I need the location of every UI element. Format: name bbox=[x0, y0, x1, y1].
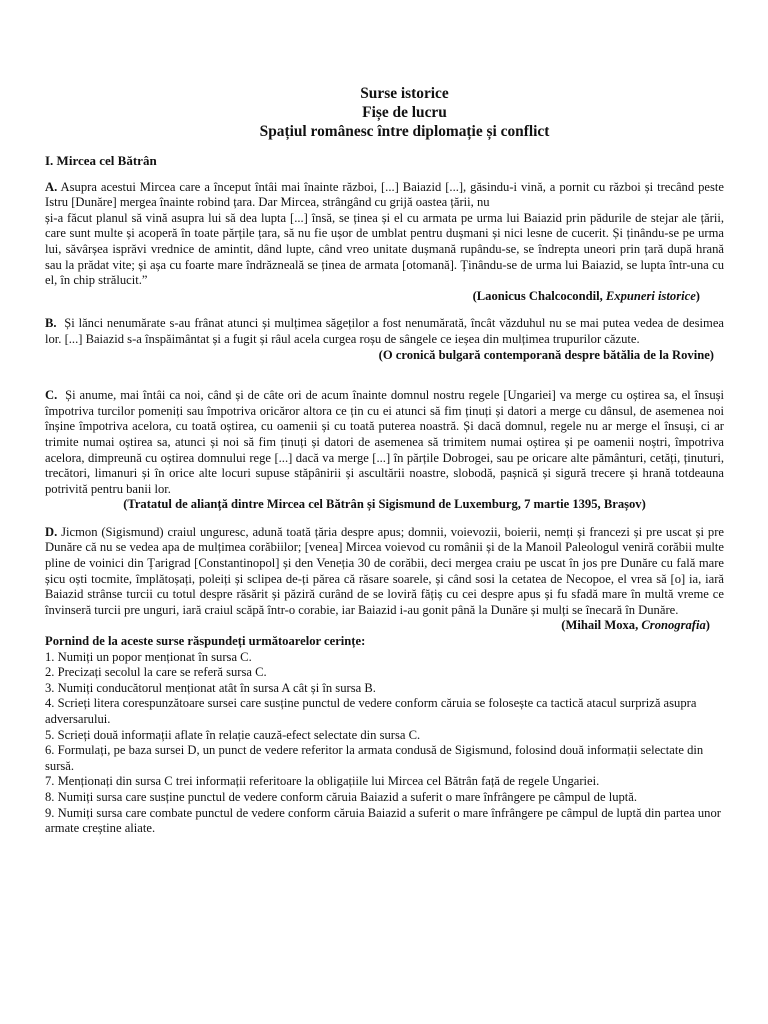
source-c-paragraph bbox=[45, 388, 724, 497]
title-block bbox=[85, 84, 724, 141]
source-a bbox=[45, 180, 724, 305]
requirement-item: 3. Numiți conducătorul menționat atât în sursa A cât și în sursa B. bbox=[45, 680, 376, 695]
requirements bbox=[45, 634, 724, 837]
source-d-text: Jicmon (Sigismund) craiul unguresc, adună toată țăria despre apus; domnii, voievozii, boierii, nemți și francezi și pre uscat și pre Dunăre că nu se vedea apa de mulțimea corăbiilor; [venea] Mircea voievod cu românii și de la Manoil Paleologul veniră corăbii multe pline de voinici din Țarigrad [Constantinopol] și den Veneția 30 de corăbii, deci mergea craiu pe uscat în jos pre Dunăre cu falǎ mare șicu oști tocmite, împlătoșați, poleiți și sclipea de-ți părea că răsare soarele, și când sosi la cetatea de Necopoe, el vrea să [o] ia, iară Baiazid strânse turcii cu totul despre răsărit și păzirǎ curând de se loviră fățiș cu cei despre apus și fu sfadă mare în multă vreme ce învinseră turcii pre unguri, iară craiul scăpă într-o corabie, iar Baiazid i-au gonit până la Dunăre și mulți se înecară în Dunăre. bbox=[45, 524, 724, 617]
requirement-item: 8. Numiți sursa care susține punctul de vedere conform căruia Baiazid a suferit o mare înfrângere pe câmpul de luptă. bbox=[45, 789, 638, 804]
requirement-item: 4. Scrieți litera corespunzătoare sursei care susține punctul de vedere conform căruia se folosește ca tactică atacul surpriză asupra adversarului. bbox=[45, 696, 697, 726]
source-b-paragraph bbox=[45, 316, 724, 347]
requirement-item: 2. Precizați secolul la care se referă sursa C. bbox=[45, 665, 267, 680]
requirement-item: 5. Scrieți două informații aflate în relație cauză-efect selectate din sursa C. bbox=[45, 727, 421, 742]
title-line-2: Fișe de lucru bbox=[362, 104, 447, 121]
source-d-paragraph bbox=[45, 525, 724, 619]
source-b-text: Și lănci nenumărate s-au frânat atunci și mulțimea săgeților a fost nenumărată, încât văzduhul nu se mai putea vedea de desimea lor. [...] Baiazid s-a înspăimântat și a fugit și râul acela curgea roșu de sângele ce ieșea din mulțimea trupurilor căzute. bbox=[45, 316, 724, 346]
source-d-letter: D. bbox=[45, 524, 58, 539]
requirement-item: 7. Menționați din sursa C trei informații referitoare la obligațiile lui Mircea cel Bătrân față de regele Ungariei. bbox=[45, 774, 600, 789]
source-c bbox=[45, 388, 724, 513]
source-c-citation: (Tratatul de alianță dintre Mircea cel Bătrân și Sigismund de Luxemburg, 7 martie 1395, Brașov) bbox=[123, 497, 646, 512]
source-b-citation: (O cronică bulgară contemporană despre bătălia de la Rovine) bbox=[378, 347, 714, 362]
source-b bbox=[45, 316, 724, 363]
source-d-citation: (Mihail Moxa, Cronografia) bbox=[561, 618, 710, 633]
document-page bbox=[45, 84, 724, 837]
source-a-work: Expuneri istorice bbox=[605, 288, 696, 303]
source-d bbox=[45, 525, 724, 634]
source-a-text-1: Asupra acestui Mircea care a început întâi mai înainte război, [...] Baiazid [...], găsindu-i vină, a pornit cu război și trecând peste Istru [Dunăre] mergea înainte robind țara. Dar Mircea, strângând cu grijă oastea țării, nu bbox=[45, 179, 724, 210]
source-d-work: Cronografia bbox=[641, 618, 706, 633]
source-a-text-2: și-a făcut planul să vină asupra lui să dea lupta [...] însă, se ținea și el cu armata pe urma lui Baiazid prin pădurile de stejar ale țării, care sunt multe și acoperă în toate părțile țara, să nu fie ușor de umblat pentru dușmani și nici lesne de cucerit. Și ținându-se pe urma lui, săvârșea isprăvi vrednice de amintit, dând lupte, când vreo unitate dușmană rupându-se, se îndrepta uneori prin țară după hrană sau la prădat vite; și așa cu foarte mare îndrăzneală se ținea de armata [otomană]. Ținându-se de urma lui Baiazid, se lupta într-una cu el, în chip strălucit.” bbox=[45, 210, 724, 288]
source-c-text: Și anume, mai întâi ca noi, când și de câte ori de acum înainte domnul nostru regele [Ungariei] va merge cu oștirea sa, el însuși împotriva turcilor pomeniți sau împotriva oricăror altora ce țin cu ei atunci să fim ținuți și datori a merge cu dânsul, de asemenea noi înșine împotriva acelora, cu toată oștirea, cu oamenii și cu toată puterea noastră. Și dacă domnul, regele nu ar merge el însuși, ci ar trimite numai oștirea sa, atunci și noi să fim ținuți și datori de asemenea să trimitem numai oștirea și pe oamenii noștri, împotriva acelora, dimpreună cu oștirea domnului rege [...] dacă va merge [...] în părțile Dobrogei, sau pe oricare alte pământuri, cetăți, ținuturi, trecători, limanuri și în orice alte locuri supuse stăpânirii și ascultării noastre, slobodă, pașnică și sigură trecere și hrană totdeauna potrivită pentru banii lor. bbox=[45, 388, 725, 496]
source-a-citation: (Laonicus Chalcocondil, Expuneri istorice) bbox=[472, 288, 700, 303]
requirement-item: 9. Numiți sursa care combate punctul de vedere conform căruia Baiazid a suferit o mare înfrângere pe câmpul de luptă din partea unor armate creștine aliate. bbox=[45, 805, 721, 836]
title-line-3: Spațiul românesc între diplomație și conflict bbox=[259, 123, 550, 140]
requirement-item: 1. Numiți un popor menționat în sursa C. bbox=[45, 649, 252, 664]
source-a-paragraph-1 bbox=[45, 180, 724, 211]
title-line-1: Surse istorice bbox=[360, 85, 449, 102]
source-c-letter: C. bbox=[45, 388, 58, 403]
source-b-letter: B. bbox=[45, 316, 57, 331]
requirements-heading: Pornind de la aceste surse răspundeți următoarelor cerințe: bbox=[45, 634, 366, 649]
requirement-item: 6. Formulați, pe baza sursei D, un punct de vedere referitor la armata condusă de Sigismund, folosind două informații selectate din sursă. bbox=[45, 743, 704, 773]
section-heading: I. Mircea cel Bătrân bbox=[45, 153, 157, 168]
source-a-letter: A. bbox=[45, 179, 58, 194]
